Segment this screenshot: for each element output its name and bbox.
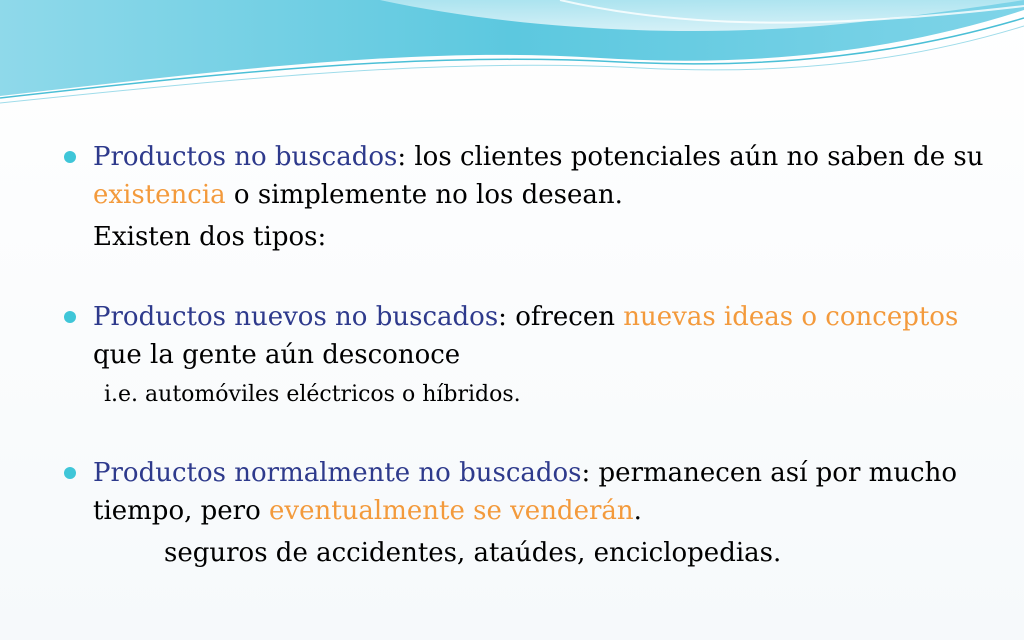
bullet-item-1 bbox=[64, 138, 984, 214]
bullet-term: Productos nuevos no buscados bbox=[93, 302, 499, 332]
bullet-text: : ofrecen bbox=[498, 302, 624, 332]
bullet-term: Productos normalmente no buscados bbox=[93, 458, 582, 488]
bullet-highlight: existencia bbox=[93, 180, 226, 210]
bullet-text: o simplemente no los desean. bbox=[225, 180, 623, 210]
bullet-highlight: nuevas ideas o conceptos bbox=[623, 302, 959, 332]
bullet-term: Productos no buscados bbox=[93, 142, 398, 172]
bullet-item-3 bbox=[64, 454, 984, 530]
bullet-dot-icon bbox=[64, 467, 76, 479]
slide-content bbox=[64, 138, 984, 572]
header-wave-decoration bbox=[0, 0, 1024, 110]
bullet-text: . bbox=[633, 496, 642, 526]
bullet-text: : permanecen así por mucho tiempo, pero bbox=[93, 458, 958, 526]
bullet-text: que la gente aún desconoce bbox=[93, 340, 461, 370]
bullet-highlight: eventualmente se venderán bbox=[269, 496, 634, 526]
bullet-dot-icon bbox=[64, 311, 76, 323]
bullet-sub-text: Existen dos tipos: bbox=[93, 222, 327, 252]
bullet-sub-text: seguros de accidentes, ataúdes, enciclopedias. bbox=[164, 538, 782, 568]
bullet-text: : los clientes potenciales aún no saben de su bbox=[397, 142, 984, 172]
bullet-sub-text: i.e. automóviles eléctricos o híbridos. bbox=[104, 382, 521, 407]
bullet-dot-icon bbox=[64, 151, 76, 163]
bullet-item-2 bbox=[64, 298, 984, 374]
